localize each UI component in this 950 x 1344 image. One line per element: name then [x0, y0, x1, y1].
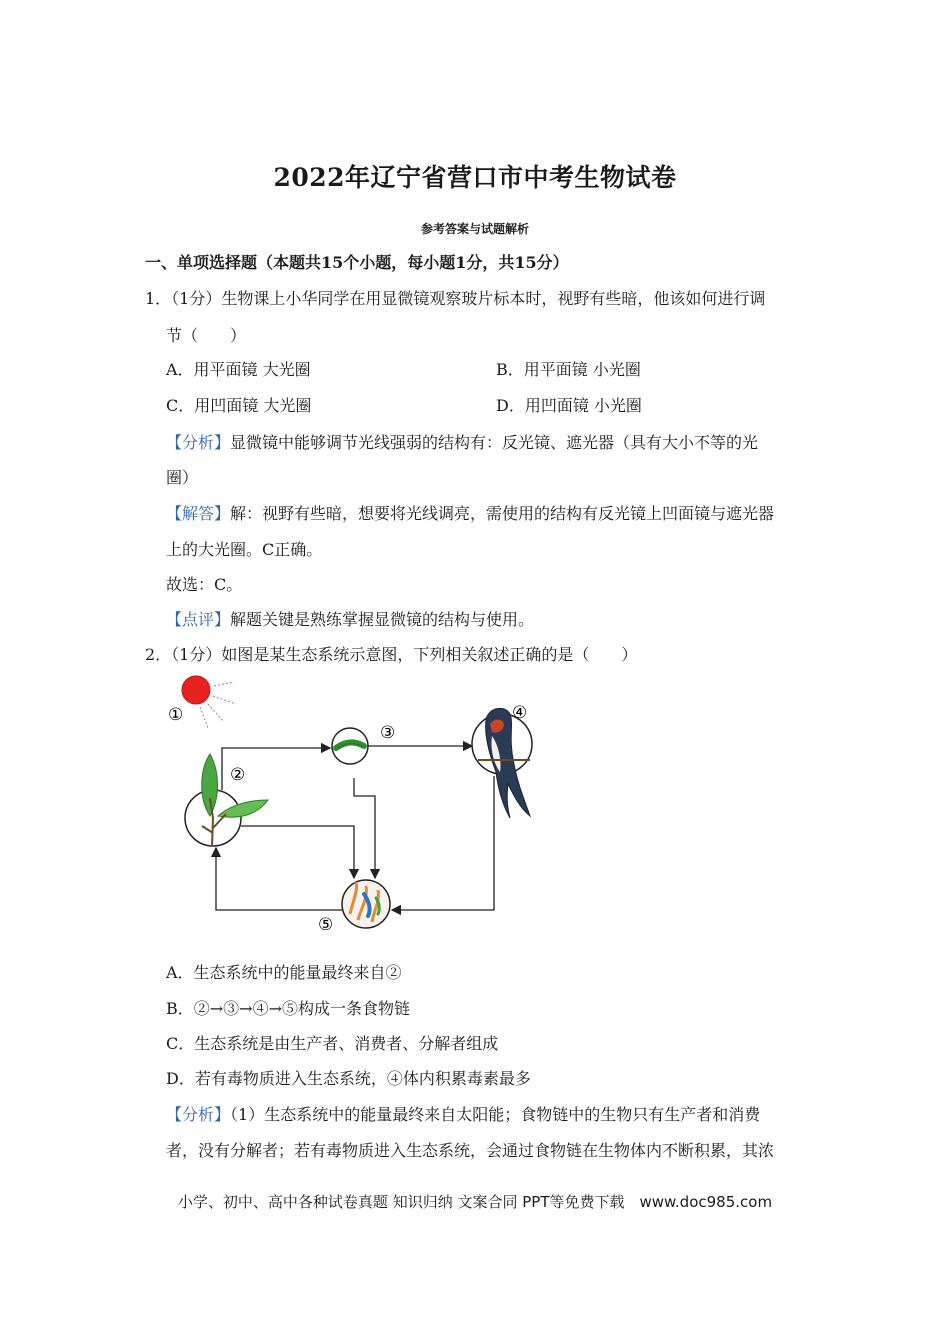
label-1: ① [168, 705, 184, 725]
q1-answer-line1: 解：视野有些暗，想要将光线调亮，需使用的结构有反光镜上凹面镜与遮光器 [230, 504, 775, 523]
caterpillar-icon [332, 728, 368, 764]
section-heading: 一、单项选择题（本题共15个小题，每小题1分，共15分） [145, 253, 569, 272]
q1-option-d: D．用凹面镜 小光圈 [496, 396, 642, 415]
q1-option-c: C．用凹面镜 大光圈 [166, 396, 312, 415]
decomposer-icon [342, 880, 390, 928]
q2-analysis-tag: 【分析】 [166, 1105, 231, 1124]
q1-stem-line1: 1．（1分）生物课上小华同学在用显微镜观察玻片标本时，视野有些暗，他该如何进行调 [145, 289, 766, 308]
q2-option-d: D．若有毒物质进入生态系统，④体内积累毒素最多 [166, 1069, 531, 1088]
q2-stem: 2．（1分）如图是某生态系统示意图，下列相关叙述正确的是（ ） [145, 645, 638, 664]
q2-option-c: C．生态系统是由生产者、消费者、分解者组成 [166, 1034, 499, 1053]
q1-comment [166, 607, 534, 630]
sun-icon [182, 676, 236, 728]
label-3: ③ [380, 723, 396, 743]
page-subtitle: 参考答案与试题解析 [420, 222, 529, 236]
q1-stem-line2: 节（ ） [166, 326, 247, 345]
q2-analysis-line2: 者，没有分解者；若有毒物质进入生态系统，会通过食物链在生物体内不断积累，其浓 [166, 1141, 775, 1160]
label-4: ④ [512, 703, 528, 723]
q1-analysis-tag: 【分析】 [166, 433, 231, 452]
ecosystem-diagram [158, 668, 538, 930]
q1-analysis-line2: 圈） [166, 468, 199, 487]
q2-option-a: A．生态系统中的能量最终来自② [166, 963, 402, 982]
q1-choice: 故选：C。 [166, 575, 243, 594]
q1-analysis [166, 430, 758, 453]
q1-comment-tag: 【点评】 [166, 610, 231, 629]
q1-answer [166, 501, 774, 524]
label-2: ② [230, 765, 246, 785]
q2-option-b: B．②→③→④→⑤构成一条食物链 [166, 999, 410, 1018]
footer-text: 小学、初中、高中各种试卷真题 知识归纳 文案合同 PPT等免费下载 www.doc985.com [177, 1193, 773, 1211]
q1-option-b: B．用平面镜 小光圈 [496, 360, 641, 379]
q1-answer-tag: 【解答】 [166, 504, 231, 523]
q1-option-a: A．用平面镜 大光圈 [166, 360, 311, 379]
page-title: 2022年辽宁省营口市中考生物试卷 [273, 163, 677, 192]
plant-icon [185, 754, 268, 846]
q1-comment-text: 解题关键是熟练掌握显微镜的结构与使用。 [230, 610, 535, 629]
q1-answer-line2: 上的大光圈。C正确。 [166, 540, 323, 559]
q2-analysis-line1: （1）生态系统中的能量最终来自太阳能；食物链中的生物只有生产者和消费 [230, 1105, 761, 1124]
label-5: ⑤ [318, 915, 334, 930]
bird-icon [472, 708, 532, 818]
q1-analysis-line1: 显微镜中能够调节光线强弱的结构有：反光镜、遮光器（具有大小不等的光 [230, 433, 759, 452]
q2-analysis [166, 1102, 760, 1125]
